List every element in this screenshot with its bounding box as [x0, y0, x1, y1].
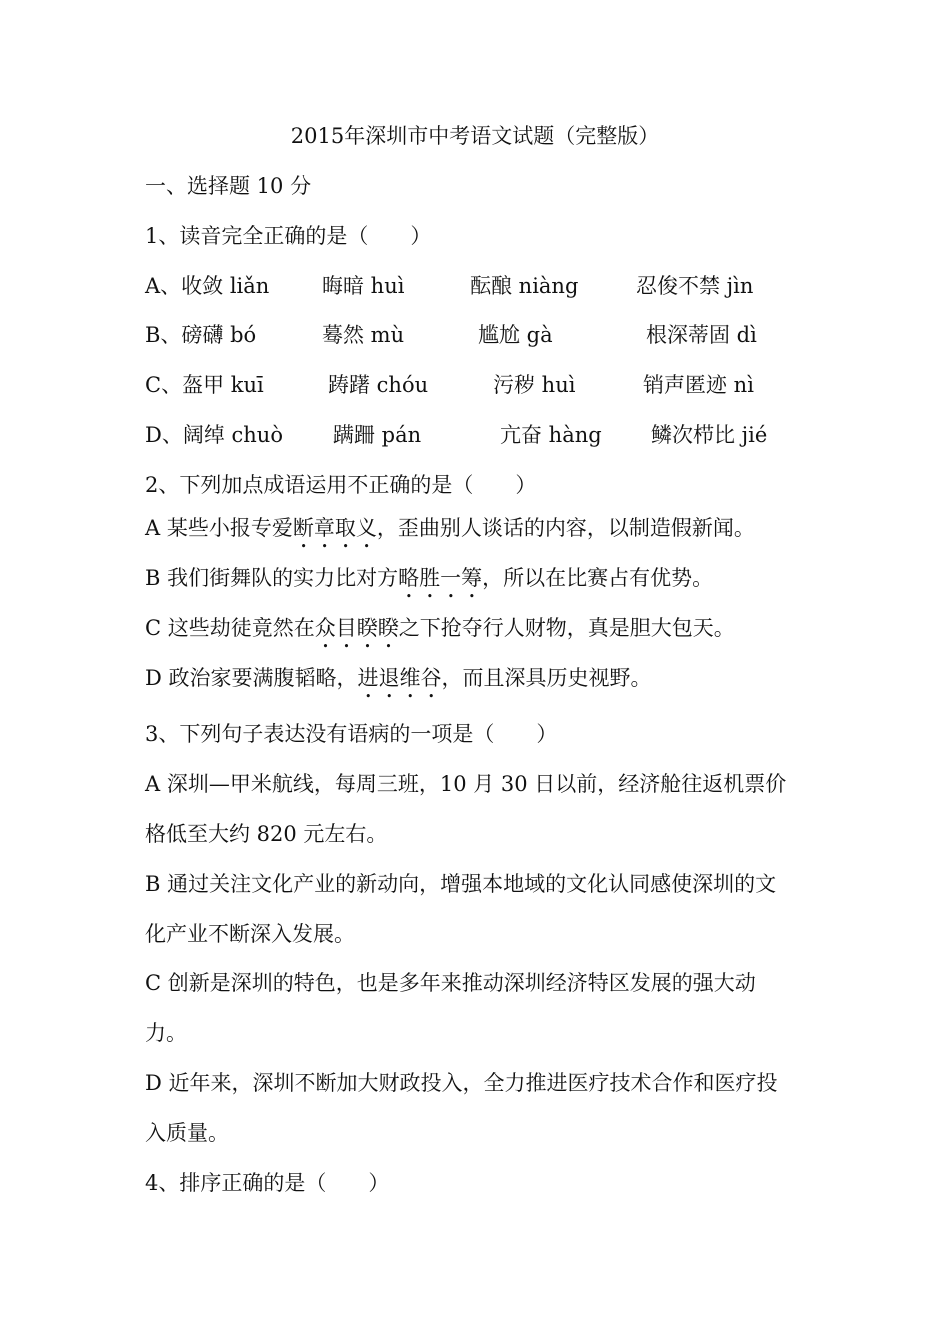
q1-option-c-1: C、盔甲 kuī — [145, 373, 264, 397]
section-heading: 一、选择题 10 分 — [145, 174, 312, 198]
document-title: 2015年深圳市中考语文试题（完整版） — [290, 124, 660, 148]
q1-option-c-3: 污秽 huì — [493, 373, 576, 397]
q1-option-d-3: 亢奋 hàng — [500, 423, 602, 447]
q2-option-d-suffix: ，而且深具历史视野。 — [441, 666, 652, 690]
q1-option-b-4: 根深蒂固 dì — [646, 323, 757, 347]
q1-option-d-2: 蹒跚 pán — [333, 423, 422, 447]
q3-option-a-line-1: A 深圳—甲米航线，每周三班，10 月 30 日以前，经济舱往返机票价 — [145, 772, 787, 796]
q1-option-c-4: 销声匿迹 nì — [643, 373, 754, 397]
q1-option-d-1: D、阔绰 chuò — [145, 423, 283, 447]
question-2-stem: 2、下列加点成语运用不正确的是（ ） — [145, 473, 537, 497]
q2-option-d — [145, 664, 652, 703]
q3-option-a-line-2: 格低至大约 820 元左右。 — [145, 822, 388, 846]
question-1-stem: 1、读音完全正确的是（ ） — [145, 224, 432, 248]
question-3-stem: 3、下列句子表达没有语病的一项是（ ） — [145, 722, 558, 746]
q3-option-b-line-1: B 通过关注文化产业的新动向，增强本地域的文化认同感使深圳的文 — [145, 872, 777, 896]
q3-option-c-line-1: C 创新是深圳的特色，也是多年来推动深圳经济特区发展的强大动 — [145, 971, 756, 995]
q1-option-b-1: B、磅礴 bó — [145, 323, 257, 347]
q1-option-b-2: 蓦然 mù — [322, 323, 405, 347]
q2-option-b-prefix: B 我们街舞队的实力比对方 — [145, 566, 399, 590]
q2-option-d-idiom: 进退维谷 — [357, 666, 442, 690]
question-4-stem: 4、排序正确的是（ ） — [145, 1171, 390, 1195]
q2-option-a-idiom: 断章取义 — [292, 516, 377, 540]
q2-option-a-suffix: ，歪曲别人谈话的内容，以制造假新闻。 — [376, 516, 755, 540]
q2-option-c — [145, 614, 735, 653]
q1-option-c-2: 踌躇 chóu — [328, 373, 429, 397]
q3-option-c-line-2: 力。 — [145, 1021, 187, 1045]
q2-option-b-suffix: ，所以在比赛占有优势。 — [482, 566, 714, 590]
q3-option-b-line-2: 化产业不断深入发展。 — [145, 922, 355, 946]
q1-option-b-3: 尴尬 gà — [478, 323, 553, 347]
q2-option-a — [145, 514, 755, 553]
q2-option-b — [145, 564, 713, 603]
q3-option-d-line-1: D 近年来，深圳不断加大财政投入，全力推进医疗技术合作和医疗投 — [145, 1071, 778, 1095]
q3-option-d-line-2: 入质量。 — [145, 1121, 229, 1145]
q1-option-a-1: A、收敛 liǎn — [145, 274, 270, 298]
q2-option-d-prefix: D 政治家要满腹韬略， — [145, 666, 358, 690]
q2-option-c-idiom: 众目睽睽 — [314, 616, 399, 640]
q1-option-a-3: 酝酿 niàng — [470, 274, 579, 298]
q2-option-c-prefix: C 这些劫徒竟然在 — [145, 616, 315, 640]
q2-option-b-idiom: 略胜一筹 — [398, 566, 483, 590]
q2-option-c-suffix: 之下抢夺行人财物，真是胆大包天。 — [398, 616, 735, 640]
q1-option-d-4: 鳞次栉比 jié — [651, 423, 768, 447]
q1-option-a-2: 晦暗 huì — [322, 274, 405, 298]
q1-option-a-4: 忍俊不禁 jìn — [636, 274, 754, 298]
q2-option-a-prefix: A 某些小报专爱 — [145, 516, 293, 540]
